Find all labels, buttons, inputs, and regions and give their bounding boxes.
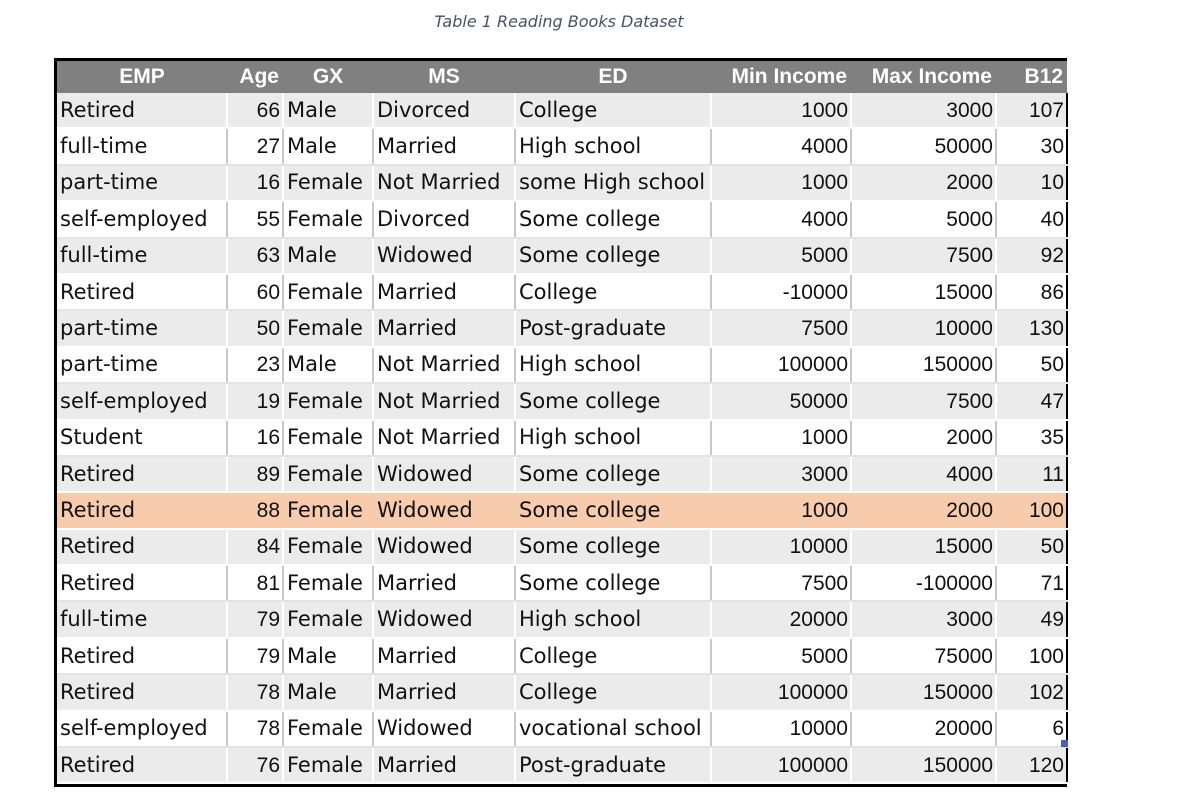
- cell-min-income: 7500: [711, 310, 851, 346]
- table-row: [57, 310, 1067, 346]
- cell-b12: 120: [996, 747, 1067, 783]
- cell-emp: self-employed: [57, 201, 227, 237]
- cell-emp: full-time: [57, 238, 227, 274]
- cell-ms: Widowed: [373, 529, 515, 565]
- cell-ed: High school: [515, 128, 711, 164]
- cell-ms: Married: [373, 310, 515, 346]
- cell-ms: Not Married: [373, 347, 515, 383]
- cell-min-income: 100000: [711, 747, 851, 783]
- cell-b12: 49: [996, 601, 1067, 637]
- header-max-income: Max Income: [851, 61, 996, 93]
- cell-b12: 50: [996, 529, 1067, 565]
- cell-ed: High school: [515, 420, 711, 456]
- cell-emp: self-employed: [57, 711, 227, 747]
- cell-max-income: 7500: [851, 383, 996, 419]
- header-ed: ED: [515, 61, 711, 93]
- cell-ed: Post-graduate: [515, 747, 711, 783]
- cell-ed: Some college: [515, 456, 711, 492]
- cell-ms: Not Married: [373, 420, 515, 456]
- table-row: [57, 347, 1067, 383]
- table-resize-handle[interactable]: [1061, 740, 1068, 747]
- table-row: [57, 274, 1067, 310]
- cell-min-income: 1000: [711, 165, 851, 201]
- cell-emp: Retired: [57, 747, 227, 783]
- cell-gx: Male: [283, 347, 373, 383]
- cell-ms: Married: [373, 747, 515, 783]
- cell-b12: 47: [996, 383, 1067, 419]
- table-row: [57, 674, 1067, 710]
- cell-b12: 6: [996, 711, 1067, 747]
- cell-min-income: 100000: [711, 347, 851, 383]
- cell-ms: Married: [373, 565, 515, 601]
- cell-max-income: 7500: [851, 238, 996, 274]
- cell-gx: Female: [283, 565, 373, 601]
- cell-b12: 30: [996, 128, 1067, 164]
- cell-max-income: 4000: [851, 456, 996, 492]
- table-row: [57, 93, 1067, 128]
- cell-ed: Some college: [515, 201, 711, 237]
- cell-min-income: 1000: [711, 93, 851, 128]
- cell-ms: Divorced: [373, 93, 515, 128]
- header-min-income: Min Income: [711, 61, 851, 93]
- cell-age: 55: [227, 201, 283, 237]
- cell-min-income: 4000: [711, 201, 851, 237]
- cell-age: 63: [227, 238, 283, 274]
- cell-emp: Retired: [57, 638, 227, 674]
- cell-b12: 35: [996, 420, 1067, 456]
- table-row: [57, 601, 1067, 637]
- cell-emp: part-time: [57, 165, 227, 201]
- cell-b12: 107: [996, 93, 1067, 128]
- cell-age: 79: [227, 638, 283, 674]
- cell-age: 50: [227, 310, 283, 346]
- cell-gx: Female: [283, 165, 373, 201]
- header-gx: GX: [283, 61, 373, 93]
- cell-min-income: 10000: [711, 711, 851, 747]
- cell-emp: Retired: [57, 674, 227, 710]
- cell-min-income: 3000: [711, 456, 851, 492]
- table-row: [57, 383, 1067, 419]
- table-row: [57, 492, 1067, 528]
- cell-emp: Retired: [57, 565, 227, 601]
- cell-max-income: 150000: [851, 674, 996, 710]
- cell-emp: part-time: [57, 347, 227, 383]
- cell-gx: Female: [283, 456, 373, 492]
- cell-max-income: 10000: [851, 310, 996, 346]
- cell-age: 76: [227, 747, 283, 783]
- cell-max-income: 2000: [851, 165, 996, 201]
- cell-b12: 86: [996, 274, 1067, 310]
- cell-ed: Some college: [515, 238, 711, 274]
- cell-ed: High school: [515, 601, 711, 637]
- cell-gx: Female: [283, 420, 373, 456]
- table-row: [57, 638, 1067, 674]
- table-row: [57, 420, 1067, 456]
- cell-ed: High school: [515, 347, 711, 383]
- reading-books-table: [57, 61, 1068, 784]
- cell-emp: Retired: [57, 456, 227, 492]
- cell-age: 89: [227, 456, 283, 492]
- cell-max-income: 3000: [851, 601, 996, 637]
- cell-gx: Female: [283, 492, 373, 528]
- cell-gx: Female: [283, 747, 373, 783]
- cell-max-income: 5000: [851, 201, 996, 237]
- cell-b12: 102: [996, 674, 1067, 710]
- cell-max-income: 3000: [851, 93, 996, 128]
- cell-gx: Female: [283, 711, 373, 747]
- cell-min-income: 1000: [711, 420, 851, 456]
- cell-ed: Some college: [515, 383, 711, 419]
- cell-min-income: 5000: [711, 638, 851, 674]
- header-emp: EMP: [57, 61, 227, 93]
- cell-ms: Widowed: [373, 711, 515, 747]
- cell-age: 19: [227, 383, 283, 419]
- cell-emp: Retired: [57, 529, 227, 565]
- cell-max-income: 75000: [851, 638, 996, 674]
- table-row: [57, 747, 1067, 783]
- cell-gx: Male: [283, 128, 373, 164]
- cell-max-income: 15000: [851, 529, 996, 565]
- cell-ms: Widowed: [373, 601, 515, 637]
- data-table-container: [54, 58, 1067, 787]
- cell-max-income: -100000: [851, 565, 996, 601]
- cell-gx: Female: [283, 274, 373, 310]
- cell-ed: Some college: [515, 529, 711, 565]
- cell-min-income: -10000: [711, 274, 851, 310]
- cell-age: 16: [227, 165, 283, 201]
- cell-ms: Not Married: [373, 383, 515, 419]
- cell-emp: full-time: [57, 601, 227, 637]
- cell-ed: Some college: [515, 565, 711, 601]
- cell-ed: Some college: [515, 492, 711, 528]
- table-row: [57, 201, 1067, 237]
- cell-ed: Post-graduate: [515, 310, 711, 346]
- cell-age: 78: [227, 674, 283, 710]
- cell-gx: Female: [283, 201, 373, 237]
- cell-ms: Married: [373, 674, 515, 710]
- table-row: [57, 238, 1067, 274]
- cell-ed: some High school: [515, 165, 711, 201]
- table-row: [57, 529, 1067, 565]
- cell-max-income: 150000: [851, 347, 996, 383]
- cell-age: 78: [227, 711, 283, 747]
- cell-min-income: 50000: [711, 383, 851, 419]
- table-row: [57, 565, 1067, 601]
- cell-min-income: 4000: [711, 128, 851, 164]
- cell-ms: Not Married: [373, 165, 515, 201]
- cell-emp: Student: [57, 420, 227, 456]
- cell-gx: Female: [283, 601, 373, 637]
- table-row: [57, 711, 1067, 747]
- cell-age: 66: [227, 93, 283, 128]
- cell-max-income: 15000: [851, 274, 996, 310]
- cell-b12: 50: [996, 347, 1067, 383]
- cell-min-income: 20000: [711, 601, 851, 637]
- cell-age: 23: [227, 347, 283, 383]
- header-age: Age: [227, 61, 283, 93]
- cell-age: 81: [227, 565, 283, 601]
- cell-age: 88: [227, 492, 283, 528]
- cell-b12: 130: [996, 310, 1067, 346]
- cell-min-income: 5000: [711, 238, 851, 274]
- cell-min-income: 1000: [711, 492, 851, 528]
- cell-b12: 92: [996, 238, 1067, 274]
- cell-age: 79: [227, 601, 283, 637]
- table-row: [57, 128, 1067, 164]
- table-caption: Table 1 Reading Books Dataset: [434, 12, 684, 31]
- header-b12: B12: [996, 61, 1067, 93]
- cell-age: 16: [227, 420, 283, 456]
- cell-gx: Female: [283, 383, 373, 419]
- cell-min-income: 10000: [711, 529, 851, 565]
- cell-min-income: 7500: [711, 565, 851, 601]
- cell-gx: Female: [283, 310, 373, 346]
- cell-b12: 71: [996, 565, 1067, 601]
- cell-age: 60: [227, 274, 283, 310]
- header-ms: MS: [373, 61, 515, 93]
- cell-gx: Male: [283, 638, 373, 674]
- cell-b12: 11: [996, 456, 1067, 492]
- cell-max-income: 150000: [851, 747, 996, 783]
- cell-ms: Married: [373, 638, 515, 674]
- cell-b12: 100: [996, 638, 1067, 674]
- cell-max-income: 50000: [851, 128, 996, 164]
- cell-emp: part-time: [57, 310, 227, 346]
- cell-b12: 10: [996, 165, 1067, 201]
- cell-emp: Retired: [57, 492, 227, 528]
- cell-ed: College: [515, 274, 711, 310]
- cell-max-income: 20000: [851, 711, 996, 747]
- cell-max-income: 2000: [851, 492, 996, 528]
- table-row: [57, 165, 1067, 201]
- cell-emp: self-employed: [57, 383, 227, 419]
- cell-emp: Retired: [57, 274, 227, 310]
- cell-b12: 100: [996, 492, 1067, 528]
- cell-ms: Divorced: [373, 201, 515, 237]
- cell-ms: Widowed: [373, 238, 515, 274]
- cell-gx: Female: [283, 529, 373, 565]
- cell-age: 27: [227, 128, 283, 164]
- cell-max-income: 2000: [851, 420, 996, 456]
- cell-gx: Male: [283, 674, 373, 710]
- cell-ed: vocational school: [515, 711, 711, 747]
- cell-emp: Retired: [57, 93, 227, 128]
- cell-age: 84: [227, 529, 283, 565]
- cell-ms: Married: [373, 128, 515, 164]
- cell-ms: Widowed: [373, 492, 515, 528]
- cell-ed: College: [515, 674, 711, 710]
- cell-ms: Widowed: [373, 456, 515, 492]
- cell-ed: College: [515, 93, 711, 128]
- cell-ed: College: [515, 638, 711, 674]
- cell-gx: Male: [283, 238, 373, 274]
- table-row: [57, 456, 1067, 492]
- cell-min-income: 100000: [711, 674, 851, 710]
- header-row: [57, 61, 1067, 93]
- table-body: [57, 93, 1067, 783]
- cell-b12: 40: [996, 201, 1067, 237]
- cell-gx: Male: [283, 93, 373, 128]
- cell-ms: Married: [373, 274, 515, 310]
- cell-emp: full-time: [57, 128, 227, 164]
